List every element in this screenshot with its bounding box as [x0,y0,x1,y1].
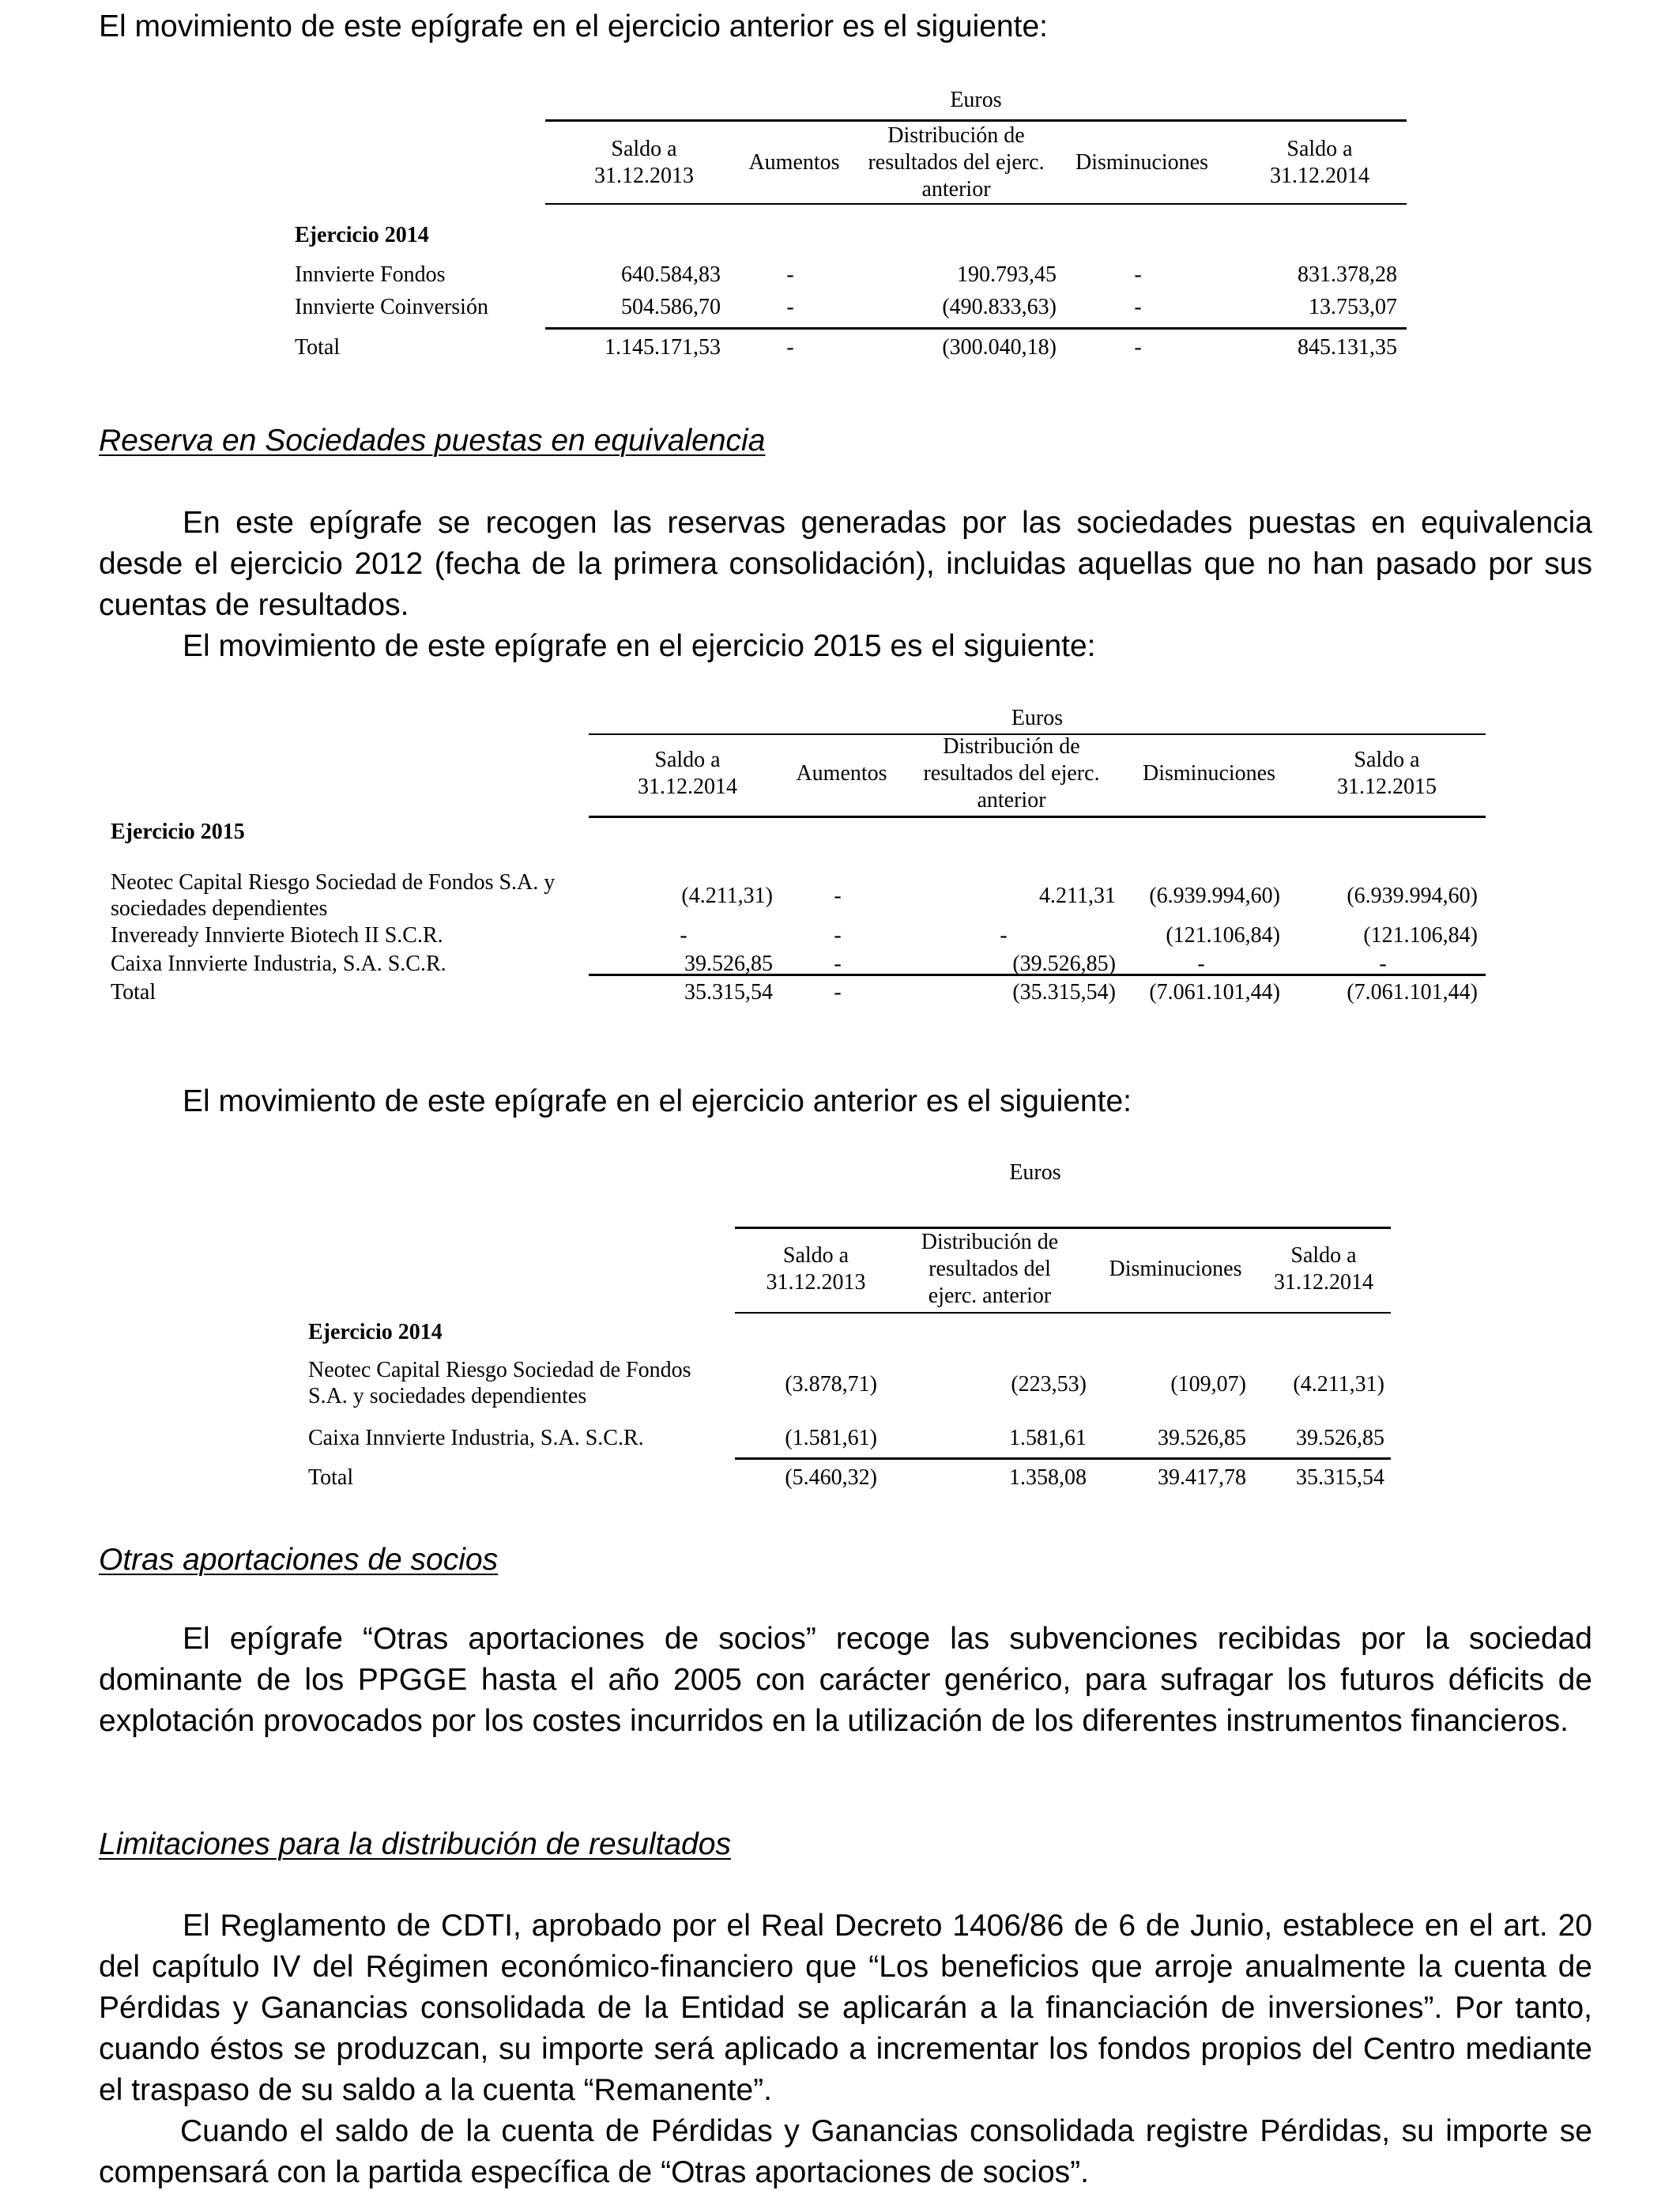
table-currency-label: Euros [1011,706,1064,730]
paragraph-limitaciones-2: Cuando el saldo de la cuenta de Pérdidas y Ganancias consolidada registre Pérdidas, su importe se compensará con la partida específica de “Otras aportaciones de socios”. [99,2114,1592,2189]
section-heading-limitaciones: Limitaciones para la distribución de resultados [99,1827,731,1861]
cell: - [834,923,842,948]
column-header: Distribución de resultados del ejerc. anterior [921,1230,1059,1308]
cell: (4.211,31) [681,884,773,908]
cell: (3.878,71) [785,1372,877,1397]
row-label: Neotec Capital Riesgo Sociedad de Fondos S.A. y sociedades dependientes [111,870,556,921]
cell: 640.584,83 [621,262,721,287]
row-label: Caixa Innvierte Industria, S.A. S.C.R. [308,1426,644,1450]
cell: 4.211,31 [1039,884,1116,908]
cell: - [680,923,687,948]
paragraph-reserva: En este epígrafe se recogen las reservas generadas por las sociedades puestas en equivalencia desde el ejercicio 2012 (fecha de la primera consolidación), incluidas aquellas que no han pasado por sus cuentas de resultados. [99,506,1592,622]
cell: 39.526,85 [1296,1426,1384,1450]
table-currency-label: Euros [950,88,1002,112]
column-header: Aumentos [796,761,887,786]
cell: - [786,295,794,319]
row-label: Caixa Innvierte Industria, S.A. S.C.R. [111,952,446,976]
row-label: Innvierte Fondos [295,262,446,287]
cell: (109,07) [1170,1372,1246,1397]
cell: (121.106,84) [1363,923,1478,948]
column-header: Saldo a 31.12.2015 [1337,748,1437,799]
intro-paragraph-3: El movimiento de este epígrafe en el ejercicio anterior es el siguiente: [183,1084,1132,1118]
cell: (35.315,54) [1012,980,1116,1005]
column-header: Saldo a 31.12.2014 [1274,1243,1373,1295]
column-header: Saldo a 31.12.2014 [638,748,737,799]
cell: 504.586,70 [621,295,721,319]
cell: (300.040,18) [942,335,1057,360]
cell: 13.753,07 [1309,295,1397,319]
cell: - [1000,923,1008,948]
cell: - [1197,952,1205,976]
cell: - [834,980,842,1005]
cell: - [834,952,842,976]
cell: 39.526,85 [684,952,773,976]
section-heading-reserva: Reserva en Sociedades puestas en equivalencia [99,424,766,458]
cell: 39.526,85 [1158,1426,1246,1450]
intro-paragraph-2: El movimiento de este epígrafe en el ejercicio 2015 es el siguiente: [183,629,1096,663]
table-rule [735,1457,1391,1460]
section-label: Ejercicio 2015 [111,820,245,844]
row-label: Total [308,1465,354,1490]
cell: - [1134,262,1142,287]
column-header: Distribución de resultados del ejerc. anterior [923,734,1100,812]
cell: (6.939.994,60) [1149,884,1280,908]
section-heading-otras-aportaciones: Otras aportaciones de socios [99,1543,499,1577]
cell: 1.358,08 [1009,1465,1087,1490]
cell: 190.793,45 [957,262,1057,287]
cell: - [786,335,794,360]
cell: (223,53) [1011,1372,1087,1397]
cell: 39.417,78 [1158,1465,1246,1490]
cell: (39.526,85) [1012,952,1116,976]
column-header: Saldo a 31.12.2014 [1270,137,1369,188]
table-currency-label: Euros [1009,1160,1061,1185]
paragraph-otras-aportaciones: El epígrafe “Otras aportaciones de socios” recoge las subvenciones recibidas por la sociedad dominante de los PPGGE hasta el año 2005 con carácter genérico, para sufragar los futuros déficits de explotación provocados por los costes incurridos en la utilización de los diferentes instrumentos financieros. [99,1622,1592,1738]
intro-paragraph-1: El movimiento de este epígrafe en el ejercicio anterior es el siguiente: [99,9,1048,43]
cell: (7.061.101,44) [1149,980,1280,1005]
cell: (4.211,31) [1293,1372,1384,1397]
cell: (490.833,63) [942,295,1057,319]
cell: 831.378,28 [1298,262,1397,287]
cell: (7.061.101,44) [1347,980,1478,1005]
cell: 1.581,61 [1009,1426,1087,1450]
paragraph-limitaciones-1: El Reglamento de CDTI, aprobado por el Real Decreto 1406/86 de 6 de Junio, establece en el art. 20 del capítulo IV del Régimen económico-financiero que “Los beneficios que arroje anualmente la cuenta de Pérdidas y Ganancias consolidada de la Entidad se aplicarán a la financiación de inversiones”. Por tanto, cuando éstos se produzcan, su importe será aplicado a incrementar los fondos propios del Centro mediante el traspaso de su saldo a la cuenta “Remanente”. [99,1909,1592,2107]
column-header: Aumentos [748,150,840,175]
cell: (6.939.994,60) [1347,884,1478,908]
column-header: Disminuciones [1075,150,1208,175]
column-header: Disminuciones [1109,1257,1242,1281]
row-label: Innvierte Coinversión [295,295,488,319]
cell: 1.145.171,53 [605,335,721,360]
cell: (121.106,84) [1166,923,1280,948]
cell: 845.131,35 [1298,335,1397,360]
cell: (1.581,61) [785,1426,877,1450]
cell: - [1379,952,1387,976]
column-header: Saldo a 31.12.2013 [766,1243,866,1295]
cell: 35.315,54 [684,980,773,1005]
row-label: Total [295,335,341,360]
cell: - [1134,295,1142,319]
row-label: Total [111,980,156,1005]
cell: - [786,262,794,287]
section-label: Ejercicio 2014 [308,1320,443,1344]
section-label: Ejercicio 2014 [295,223,429,247]
row-label: Neotec Capital Riesgo Sociedad de Fondos S.A. y sociedades dependientes [308,1358,691,1408]
row-label: Inveready Innvierte Biotech II S.C.R. [111,923,443,948]
cell: - [1134,335,1142,360]
cell: - [834,884,842,908]
cell: 35.315,54 [1296,1465,1384,1490]
column-header: Distribución de resultados del ejerc. anterior [868,123,1045,202]
table-rule [735,1312,1391,1314]
column-header: Saldo a 31.12.2013 [594,137,694,188]
cell: (5.460,32) [785,1465,877,1490]
column-header: Disminuciones [1143,761,1275,786]
